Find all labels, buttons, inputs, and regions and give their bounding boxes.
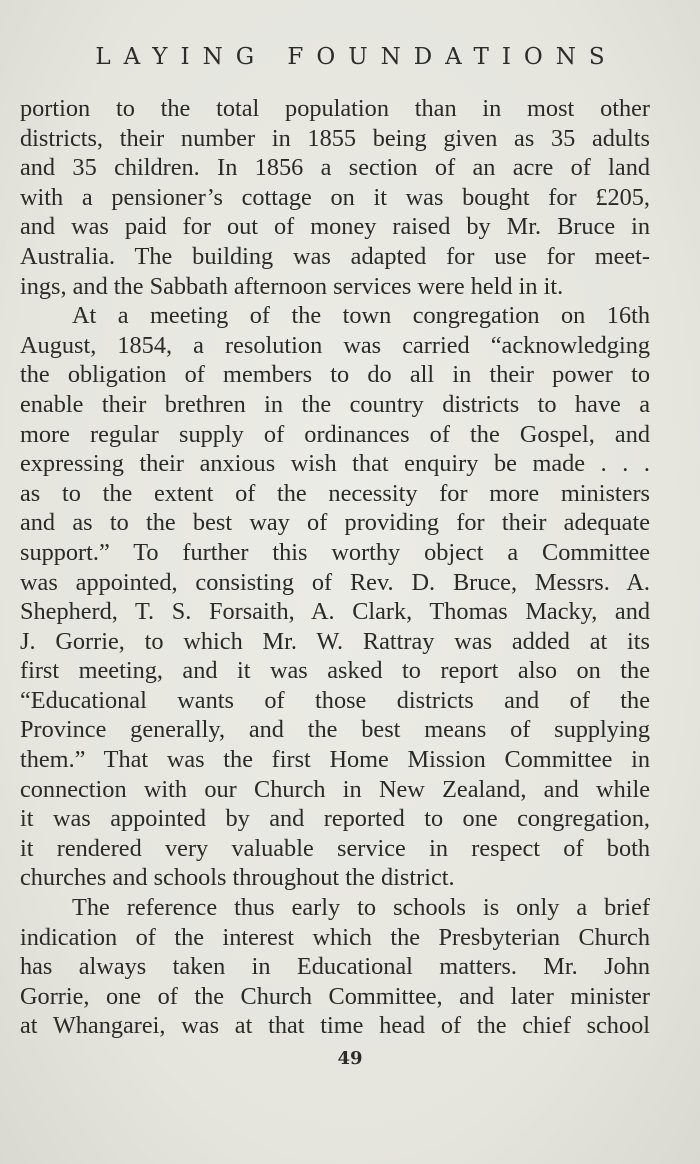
text-line: first meeting, and it was asked to report also on the [20,657,650,685]
text-line: it rendered very valuable service in respect of both [20,834,650,862]
text-line: J. Gorrie, to which Mr. W. Rattray was added at its [20,627,650,655]
paragraph [20,94,650,301]
text-line: The reference thus early to schools is only a brief [72,894,650,922]
text-line: the obligation of members to do all in their power to [20,361,650,389]
text-line: has always taken in Educational matters. Mr. John [20,953,650,981]
paragraph [20,301,650,893]
text-line: more regular supply of ordinances of the Gospel, and [20,420,650,448]
text-line: with a pensioner’s cottage on it was bought for £205, [20,183,650,211]
text-line: connection with our Church in New Zealand, and while [20,775,650,803]
text-line: At a meeting of the town congregation on 16th [72,302,650,330]
page-number: 49 [337,1048,363,1069]
text-line: ings, and the Sabbath afternoon services were held in it. [20,272,564,300]
text-line: churches and schools throughout the district. [20,864,455,892]
body-text [20,94,650,1041]
running-head [0,44,700,70]
text-line: indication of the interest which the Presbyterian Church [20,923,650,951]
text-line: and was paid for out of money raised by Mr. Bruce in [20,213,650,241]
text-line: enable their brethren in the country districts to have a [20,390,650,418]
text-line: “Educational wants of those districts and of the [20,686,650,714]
text-line: it was appointed by and reported to one congregation, [20,805,650,833]
text-line: them.” That was the first Home Mission Committee in [20,746,650,774]
text-line: and 35 children. In 1856 a section of an acre of land [20,154,650,182]
text-line: was appointed, consisting of Rev. D. Bruce, Messrs. A. [20,568,650,596]
paragraph [20,893,650,1041]
text-line: Gorrie, one of the Church Committee, and later minister [20,982,650,1010]
text-line: portion to the total population than in most other [20,95,650,122]
text-line: Australia. The building was adapted for use for meet- [20,242,650,270]
text-line: as to the extent of the necessity for more ministers [20,479,650,507]
text-line: expressing their anxious wish that enquiry be made . . . [20,450,650,478]
text-line: support.” To further this worthy object a Committee [20,538,650,566]
text-line: and as to the best way of providing for their adequate [20,509,650,537]
running-head-text: LAYING FOUNDATIONS [95,44,618,70]
text-line: at Whangarei, was at that time head of the chief school [20,1012,650,1040]
text-line: districts, their number in 1855 being given as 35 adults [20,124,650,152]
text-line: Shepherd, T. S. Forsaith, A. Clark, Thomas Macky, and [20,598,650,626]
text-line: Province generally, and the best means of supplying [20,716,650,744]
text-line: August, 1854, a resolution was carried “acknowledging [20,331,650,359]
